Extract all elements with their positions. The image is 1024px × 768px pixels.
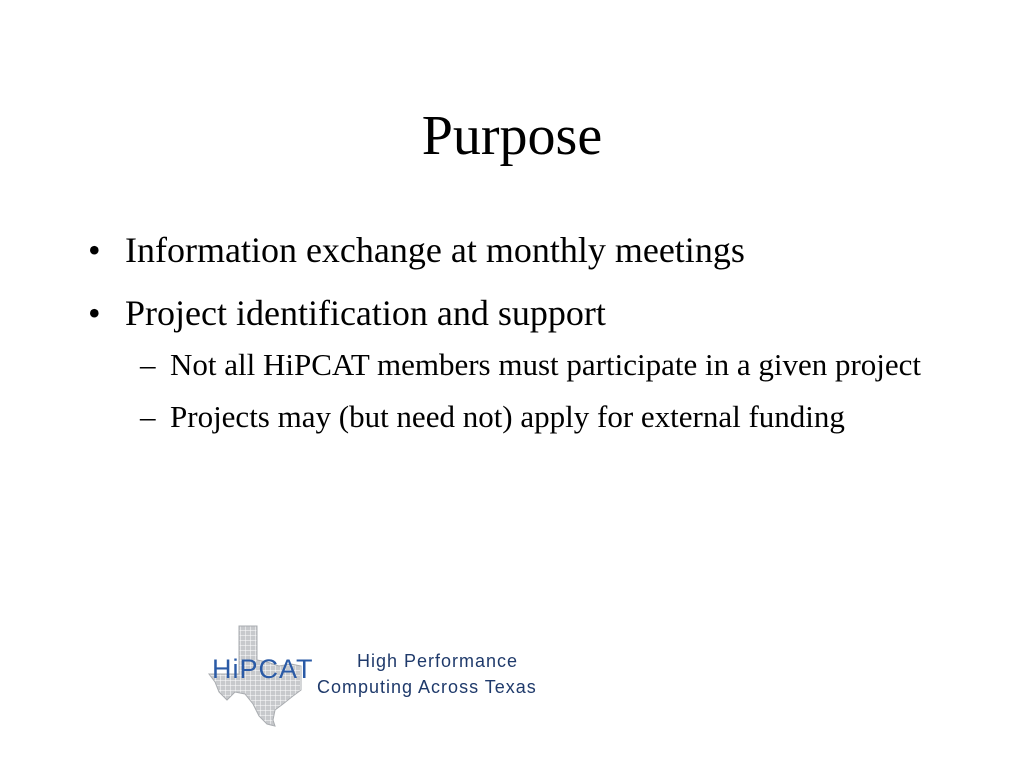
sub-bullet-mark: –: [140, 399, 156, 434]
slide-title: Purpose: [421, 105, 603, 167]
bullet-item: [88, 230, 948, 270]
bullet-list: [88, 230, 948, 451]
hipcat-logo: [205, 620, 645, 730]
logo-acronym-text: HiPCAT: [212, 654, 314, 684]
logo-tagline-line-1: High Performance: [357, 651, 519, 671]
bullet-text: Project identification and support: [125, 293, 606, 333]
bullet-mark: •: [88, 230, 101, 270]
bullet-mark: •: [88, 293, 101, 333]
sub-bullet-item: [88, 347, 930, 383]
sub-bullet-text: Not all HiPCAT members must participate in a given project: [170, 347, 922, 382]
bullet-item: [88, 293, 948, 333]
sub-bullet-mark: –: [140, 347, 156, 382]
sub-bullet-text: Projects may (but need not) apply for external funding: [170, 399, 845, 434]
logo-acronym: [212, 653, 314, 685]
bullet-text: Information exchange at monthly meetings: [125, 230, 745, 270]
sub-bullet-item: [88, 399, 930, 435]
logo-tagline-line-2: Computing Across Texas: [317, 677, 537, 697]
